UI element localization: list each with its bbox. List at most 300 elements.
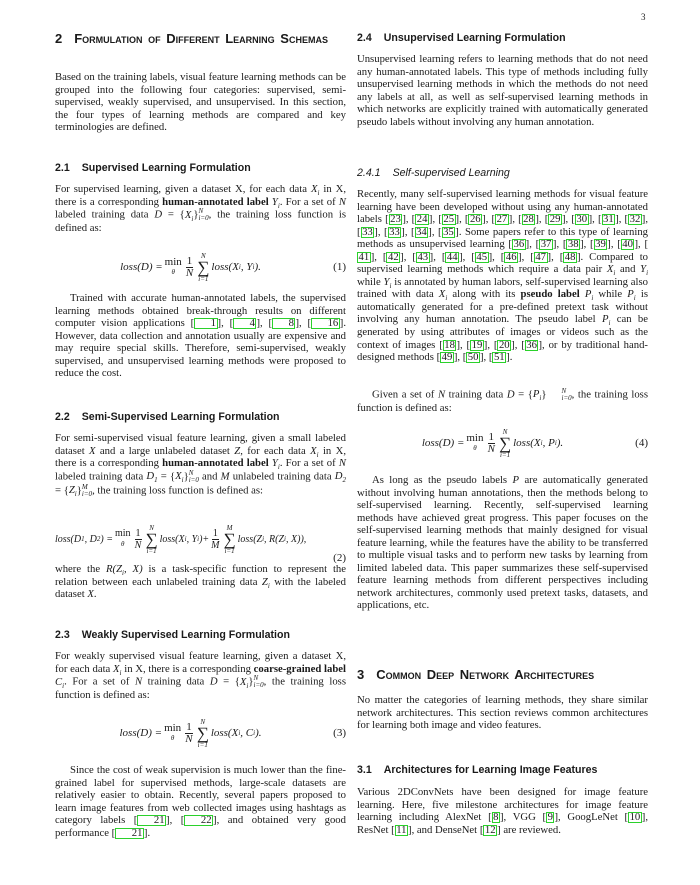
paragraph <box>55 183 346 235</box>
equation-text: , Y <box>186 533 198 545</box>
citation: [ 23 ] <box>385 213 406 226</box>
equation <box>55 250 346 284</box>
equation-text: , Y <box>240 261 253 273</box>
math-subscript: i <box>591 294 594 303</box>
equation-text: loss(X <box>211 261 239 273</box>
citation-link[interactable]: 36 <box>513 238 525 251</box>
sigma-icon: ∑ <box>145 529 158 549</box>
math-text: P <box>627 288 634 301</box>
citation: [ 18 ] <box>439 338 461 351</box>
paragraph-text: . For a set of <box>279 195 339 208</box>
math-subscript: i <box>122 569 124 578</box>
citation-link[interactable]: 45 <box>476 250 488 263</box>
sum-upper: N <box>149 523 154 532</box>
citation: [ 1 ] <box>190 317 222 330</box>
equation-text: loss(Z <box>237 533 263 545</box>
citation-link[interactable]: 43 <box>417 250 429 263</box>
equation-text: loss(X <box>513 437 541 449</box>
paragraph <box>357 694 648 732</box>
paragraph-text: and <box>615 263 641 276</box>
paragraph-text: , <box>462 250 472 263</box>
math-subscript: i <box>633 294 636 303</box>
math-symbol <box>122 563 143 578</box>
numerator: 1 <box>135 527 141 539</box>
heading-number: 2.1 <box>55 162 70 174</box>
math-text: X <box>175 470 182 483</box>
paragraph-text: , <box>618 213 625 226</box>
citation-link[interactable]: 44 <box>446 250 458 263</box>
math-subscript: i <box>646 269 649 278</box>
citation-link[interactable]: 40 <box>622 238 633 251</box>
math-subscript: i=0 <box>561 394 572 402</box>
paragraph-text: . Some papers refer to this type of learning methods as unsupervised learning <box>357 225 649 251</box>
citation-link[interactable]: 38 <box>567 238 579 251</box>
equation-text: , P <box>542 437 555 449</box>
math-symbol <box>146 470 158 485</box>
summation <box>499 428 511 459</box>
math-subscript: i <box>62 681 65 690</box>
math-subscript: i=0 <box>198 214 209 223</box>
citation-link[interactable]: 47 <box>535 250 546 263</box>
citation-link[interactable]: 34 <box>416 225 427 238</box>
min-operator <box>165 257 182 277</box>
math-symbol <box>334 470 346 485</box>
sum-upper: M <box>226 523 233 532</box>
equation <box>357 426 648 460</box>
paragraph-text: , <box>556 238 563 251</box>
citation-link[interactable]: 12 <box>484 823 496 836</box>
bold-term: coarse-grained label <box>253 662 347 675</box>
citation-link[interactable]: 22 <box>184 815 213 826</box>
math-subscript: i <box>539 394 542 403</box>
citation-link[interactable]: 8 <box>272 318 295 329</box>
citation-link[interactable]: 28 <box>523 213 534 226</box>
min-limit: θ <box>171 268 175 276</box>
subsection-heading <box>357 32 648 44</box>
math-symbol <box>339 457 346 469</box>
math-text: X <box>606 263 614 276</box>
equation-text: loss(D) = <box>119 727 163 739</box>
citation: [ 25 ] <box>438 213 460 226</box>
citation: [ 24 ] <box>411 213 433 226</box>
citation: [ 8 ] <box>488 811 504 824</box>
paragraph-text: . For a set of <box>64 675 135 688</box>
citation-link[interactable]: 25 <box>443 213 455 226</box>
bold-term: human-annotated label <box>162 457 269 470</box>
citation: [ 51 ] <box>488 351 510 364</box>
paragraph <box>357 53 648 128</box>
min-text: min <box>114 528 131 539</box>
equation-text: )+ <box>199 533 210 545</box>
math-symbol <box>438 388 445 400</box>
paragraph-text: while <box>357 275 384 288</box>
paragraph-text: , <box>592 213 598 226</box>
heading-title: Semi-Supervised Learning Formulation <box>81 411 280 423</box>
math-symbol <box>627 288 636 303</box>
math-text: Z <box>234 444 241 457</box>
citation-link[interactable]: 11 <box>396 823 407 836</box>
sum-lower: i=1 <box>224 546 235 555</box>
math-text: Y <box>271 457 278 470</box>
heading-title: Unsupervised Learning Formulation <box>383 32 566 44</box>
citation: [ 22 ] <box>180 814 217 827</box>
fraction <box>488 432 496 455</box>
fraction <box>211 528 219 551</box>
equation <box>55 522 346 564</box>
equation-text: , C <box>240 727 254 739</box>
paragraph-text: , <box>221 317 230 330</box>
math-text: Z <box>261 575 268 588</box>
heading-number: 3.1 <box>357 764 372 776</box>
heading-title: Formulation of Different Learning Schemas <box>74 31 328 46</box>
denominator: N <box>185 732 193 745</box>
math-subscript: i <box>119 668 122 677</box>
math-subscript: i <box>608 319 611 328</box>
citation-link[interactable]: 50 <box>467 351 479 364</box>
paragraph-text: } <box>183 470 189 483</box>
equation-number: (2) <box>333 552 346 564</box>
paragraph-text: , <box>405 213 412 226</box>
paragraph-text: , or by traditional hand-designed methods <box>357 338 648 364</box>
paragraph-text: is automatically generated for a pre-defined pretext task without involving any human annotation. The pseudo label <box>357 288 648 326</box>
math-text: D <box>154 208 163 221</box>
math-symbol <box>438 288 448 303</box>
citation-link[interactable]: 10 <box>629 811 641 824</box>
paragraph-text: . <box>509 351 513 364</box>
min-operator <box>115 529 131 549</box>
math-superscript: M <box>81 482 88 491</box>
citation: [ 45 ] <box>471 250 493 263</box>
paragraph-text: unlabeled training data <box>229 470 335 483</box>
equation-text: loss(D) = <box>120 261 163 273</box>
paragraph-text: are automatically generated without involving human annotations, then the methods belong to self-supervised learning. Recently, self-supervised learning methods have achieved great progress. This paper focuses on the self-supervised learning methods that mainly designed for visual feature learning, while the features have the ability to be transferred to multiple visual tasks and to perform new tasks by learning from limited labeled data. This paper summarizes these self-supervised feature learning methods from different perspectives including network architectures, commonly used pretext tasks, datasets, and applications, etc. <box>357 474 649 612</box>
citation-link[interactable]: 26 <box>469 213 481 226</box>
citation-link[interactable]: 9 <box>547 811 553 824</box>
math-text: X <box>310 183 318 195</box>
math-scripts <box>198 208 208 222</box>
paragraph-text: } <box>541 388 547 401</box>
paragraph-text: , <box>485 213 492 226</box>
citation-link[interactable]: 35 <box>443 225 454 238</box>
citation-link[interactable]: 30 <box>576 213 588 226</box>
fraction <box>186 256 194 279</box>
math-text: M <box>220 470 230 483</box>
sum-lower: i=1 <box>198 274 209 283</box>
paragraph-text: , ResNet <box>357 811 648 836</box>
citation: [ 28 ] <box>518 213 539 226</box>
paragraph-text: , <box>377 225 384 238</box>
sum-lower: i=1 <box>499 450 511 459</box>
citation: [ 9 ] <box>542 811 559 824</box>
math-text: D <box>146 470 155 483</box>
math-symbol <box>339 196 346 208</box>
citation-link[interactable]: 51 <box>493 351 505 364</box>
citation: [ 36 ] <box>521 338 543 351</box>
citation: [ 35 ] <box>438 225 459 238</box>
math-text: Z <box>68 484 75 497</box>
citation: [ 38 ] <box>562 238 584 251</box>
citation-link[interactable]: 16 <box>311 318 340 329</box>
equation-number: (4) <box>635 437 648 449</box>
math-text: X <box>89 444 96 457</box>
paragraph-text: , and obtained very good performance <box>55 814 346 839</box>
fraction <box>135 528 142 551</box>
citation: [ 37 ] <box>535 238 557 251</box>
paragraph <box>357 786 648 836</box>
equation-body: loss(D 1 , D 2 ) = min θ $\frac{1}{N}$ N ∑ i=1 loss(X i , Y i )+ $\frac{1}{M}$ M ∑ i=1 loss(Z i , R(Z i , X)), <box>55 523 307 555</box>
citation-link[interactable]: 21 <box>115 828 144 839</box>
math-text: N <box>134 675 143 688</box>
math-text: R(Z <box>105 563 123 575</box>
denominator: N <box>185 266 194 279</box>
math-subscript: i=0 <box>253 681 264 690</box>
paragraph-text: Various 2DConvNets have been designed for image feature learning. Here, five milestone architectures for image feature learning including AlexNet <box>357 786 648 824</box>
paragraph-text: , the training loss function is defined as: <box>357 388 648 414</box>
citation-link[interactable]: 27 <box>496 213 508 226</box>
math-subscript: i <box>613 269 616 278</box>
equation-text: ) = <box>100 533 113 545</box>
citation: [ 16 ] <box>307 317 344 330</box>
paragraph-text: . Compared to supervised learning methods which require a data pair <box>357 250 649 276</box>
paragraph-text: , <box>529 238 536 251</box>
math-text: C <box>55 675 63 688</box>
math-text: Y <box>271 195 278 208</box>
citation: [ 30 ] <box>571 213 593 226</box>
summation <box>224 524 236 555</box>
math-scripts <box>189 470 199 484</box>
paragraph-text: are reviewed. <box>500 823 561 836</box>
math-text: X <box>87 588 94 601</box>
sum-lower: i=1 <box>197 740 208 749</box>
paragraph <box>55 563 346 601</box>
citation-link[interactable]: 39 <box>595 238 606 251</box>
paragraph-text: , <box>645 213 649 226</box>
citation-link[interactable]: 20 <box>498 338 510 351</box>
numerator: 1 <box>186 720 192 733</box>
citation: [ 42 ] <box>382 250 404 263</box>
paragraph-text: , the training loss function is defined as: <box>92 484 264 497</box>
paragraph-text: , <box>374 250 383 263</box>
math-subscript: i <box>267 581 270 590</box>
paragraph-text: , <box>432 213 439 226</box>
math-text: Y <box>640 263 647 276</box>
citation: [ 4 ] <box>229 317 261 330</box>
math-text: , X) <box>123 563 143 575</box>
paragraph-text: , <box>404 225 411 238</box>
equation-body: loss(D) = min θ $\frac{1}{N}$ N ∑ i=1 loss(X i , P i ). <box>421 427 564 459</box>
citation: [ 48 ] <box>559 250 581 263</box>
min-limit: θ <box>473 444 477 452</box>
math-subscript: i=0 <box>188 475 199 484</box>
math-subscript: i <box>316 450 319 459</box>
math-text: X <box>438 288 446 301</box>
paragraph-text: is annotated by human labors, self-supervised learning also trained with data <box>357 275 648 301</box>
citation-link[interactable]: 8 <box>493 811 499 824</box>
equation-text: loss(D) = <box>421 437 465 449</box>
sigma-icon: ∑ <box>197 257 210 277</box>
equation-body: loss(D) = min θ $\frac{1}{N}$ N ∑ i=1 loss(X i , Y i ). <box>120 251 261 283</box>
citation: [ 19 ] <box>466 338 488 351</box>
numerator: 1 <box>186 254 193 267</box>
paragraph-text: , <box>565 213 572 226</box>
paragraph <box>55 432 346 498</box>
paragraph-text: is a task-specific function to represent the relation between each unlabeled training data <box>55 563 347 588</box>
paragraph-text: As long as the pseudo labels <box>372 474 513 486</box>
paragraph-text: , <box>512 213 519 226</box>
math-text: P <box>601 313 609 326</box>
denominator: N <box>487 442 495 455</box>
paragraph-text: , <box>260 317 269 330</box>
subsection-heading <box>357 764 648 776</box>
paragraph-text: in X, there is a corresponding <box>55 444 346 470</box>
min-text: min <box>164 256 182 268</box>
paragraph <box>357 388 648 415</box>
paragraph-text: Given a set of <box>372 388 438 401</box>
paragraph-text: labeled training data <box>55 208 155 221</box>
paragraph-text: training data <box>142 675 210 688</box>
citation-link[interactable]: 42 <box>387 250 399 263</box>
citation: [ 49 ] <box>436 351 458 364</box>
subsection-heading <box>55 411 346 423</box>
paragraph-text: , <box>551 250 560 263</box>
citation-link[interactable]: 18 <box>444 338 455 351</box>
citation-link[interactable]: 23 <box>390 213 401 226</box>
paragraph-text: and <box>198 470 221 483</box>
heading-title: Self-supervised Learning <box>392 167 510 179</box>
equation-text: , R(Z <box>264 533 285 545</box>
math-subscript: i <box>74 490 77 499</box>
sum-upper: N <box>502 427 508 436</box>
citation-link[interactable]: 29 <box>549 213 561 226</box>
sigma-icon: ∑ <box>223 529 236 549</box>
heading-title: Common Deep Network Architectures <box>376 667 595 682</box>
paragraph-text: , <box>514 338 522 351</box>
citation-link[interactable]: 41 <box>358 250 370 263</box>
math-symbol <box>221 470 230 482</box>
paragraph-text: , for each data <box>240 444 311 457</box>
equation-text: , D <box>84 533 97 545</box>
math-text: N <box>338 195 346 208</box>
citation: [ 47 ] <box>530 250 552 263</box>
citation-link[interactable]: 31 <box>603 213 614 226</box>
citation: [ 46 ] <box>500 250 522 263</box>
citation: [ 27 ] <box>491 213 513 226</box>
paragraph <box>55 650 346 702</box>
citation-link[interactable]: 33 <box>362 225 373 238</box>
paragraph-text: Trained with accurate human-annotated labels, the supervised learning methods obtained break-through results on different computer vision applications <box>55 292 346 330</box>
bold-term: pseudo label <box>520 288 580 301</box>
citation-link[interactable]: 1 <box>194 318 217 329</box>
paragraph-text: in X, there is a corresponding <box>121 662 254 675</box>
paragraph-text: , <box>403 250 413 263</box>
citation-link[interactable]: 37 <box>540 238 552 251</box>
equation-text: , X)), <box>286 533 307 545</box>
equation <box>55 716 346 750</box>
citation-link[interactable]: 21 <box>137 815 166 826</box>
math-symbol <box>154 209 162 221</box>
math-symbol <box>68 484 77 499</box>
math-text: N <box>338 457 346 470</box>
paragraph-text: with the labeled dataset <box>55 575 346 601</box>
equation-body: loss(D) = min θ $\frac{1}{N}$ N ∑ i=1 loss(X i , C i ). <box>119 717 262 749</box>
citation-link[interactable]: 48 <box>564 250 576 263</box>
sum-upper: N <box>200 717 206 726</box>
paragraph-text: Since the cost of weak supervision is much lower than the fine-grained label for supervised methods, large-scale datasets are relatively easier to obtain. Recently, several papers proposed to learn image features from web collected images using hashtags as category labels <box>55 764 346 827</box>
paragraph <box>357 188 648 364</box>
math-text: D <box>506 388 515 401</box>
paragraph-text: and a large unlabeled dataset <box>95 444 235 457</box>
paragraph-text: For supervised learning, given a dataset X, for each data <box>55 183 311 195</box>
citation-link[interactable]: 46 <box>505 250 517 263</box>
sum-lower: i=1 <box>146 546 157 555</box>
heading-title: Weakly Supervised Learning Formulation <box>81 629 290 641</box>
citation: [ 40 ] <box>617 238 639 251</box>
paragraph-text: For weakly supervised visual feature learning, given a dataset X, for each data <box>55 650 346 675</box>
math-scripts <box>547 388 572 402</box>
paragraph-text: = { <box>514 388 533 401</box>
summation <box>197 252 209 283</box>
math-subscript: i=0 <box>81 489 93 498</box>
paragraph-text: . <box>147 826 151 839</box>
paragraph <box>55 764 346 839</box>
citation-link[interactable]: 33 <box>389 225 400 238</box>
citation: [41 ] <box>358 238 648 263</box>
citation: [ 43 ] <box>412 250 434 263</box>
math-text: X <box>239 675 247 688</box>
min-limit: θ <box>120 540 125 548</box>
math-subscript: 1 <box>154 476 158 485</box>
citation: [ 33 ] <box>384 225 405 238</box>
math-text: X <box>184 208 192 221</box>
citation-link[interactable]: 19 <box>471 338 483 351</box>
math-symbol <box>175 470 184 485</box>
paragraph-text: , <box>492 250 501 263</box>
citation: [ 29 ] <box>544 213 566 226</box>
paragraph-text: , and DenseNet <box>411 823 480 836</box>
math-superscript: N <box>188 468 194 477</box>
math-symbol <box>55 676 64 688</box>
citation-link[interactable]: 32 <box>629 213 641 226</box>
equation-number: (3) <box>333 727 346 739</box>
summation <box>197 718 209 749</box>
paragraph-text: , <box>457 351 463 364</box>
math-text: X <box>310 444 317 457</box>
paragraph-text: labeled training data <box>55 470 147 483</box>
paragraph-text: , <box>460 338 467 351</box>
citation-link[interactable]: 49 <box>441 351 453 364</box>
paragraph-text: = { <box>157 470 176 483</box>
heading-number: 2.4 <box>357 32 372 44</box>
citation-link[interactable]: 4 <box>233 318 256 329</box>
citation: [ 33 ] <box>357 225 378 238</box>
math-text: D <box>334 470 343 483</box>
math-symbol <box>113 663 121 675</box>
citation: [ 44 ] <box>441 250 463 263</box>
section-heading <box>55 31 346 46</box>
paragraph-text: , the training loss function is defined as: <box>55 675 346 702</box>
equation-text: ). <box>254 261 261 273</box>
math-subscript: i <box>181 476 184 485</box>
citation-link[interactable]: 24 <box>416 213 428 226</box>
paragraph-text: can be generated by using attributes of images or videos such as the context of images <box>357 313 649 351</box>
paragraph-text: , <box>169 814 181 827</box>
paragraph-text: = { <box>55 484 69 497</box>
summation <box>146 524 158 555</box>
citation-link[interactable]: 36 <box>526 338 537 351</box>
equation-text: loss(X <box>210 727 239 739</box>
heading-number: 2.4.1 <box>357 167 381 179</box>
min-operator <box>466 433 483 453</box>
